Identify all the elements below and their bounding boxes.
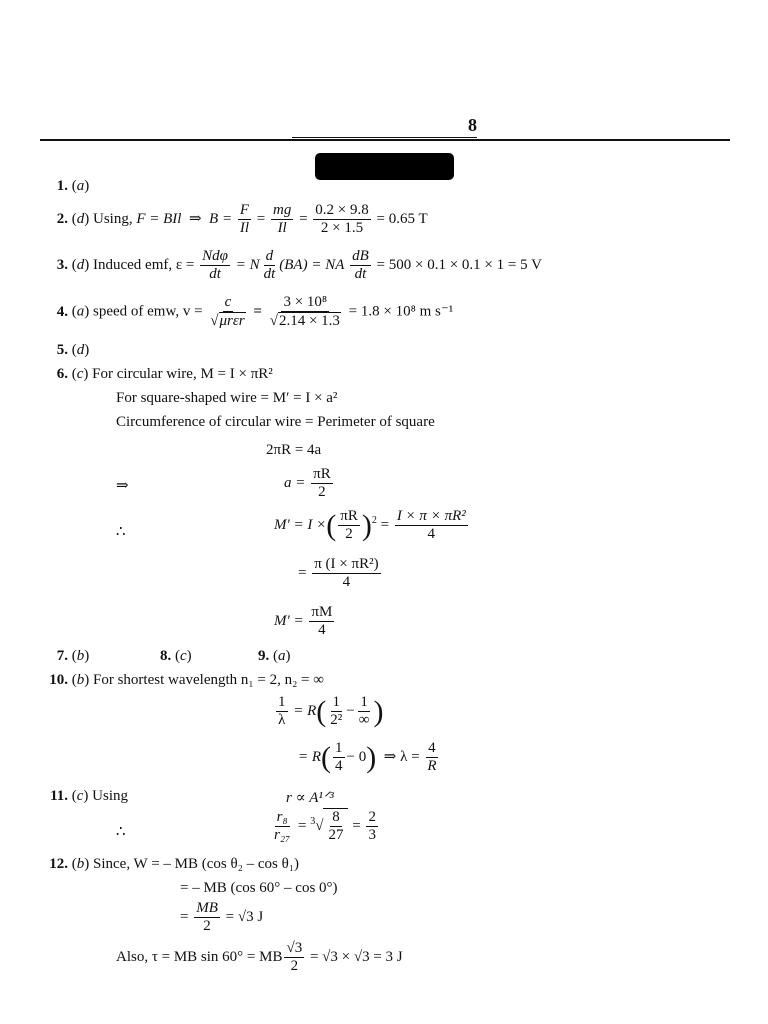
q6-line1: 6. (c) For circular wire, M = I × πR² [56,366,273,382]
q6-line2: For square-shaped wire = M′ = I × a² [116,390,338,406]
q5: 5. (d) [56,342,90,358]
header-rule [40,139,730,141]
q11-line1: 11. (c) Using [50,788,129,804]
q9: 9. (a) [258,648,291,664]
q6-eq5: M′ = $\frac{\pi M}{4}$ [274,604,333,639]
q12-line4: Also, τ = MB sin 60° = MB $\frac{√3}{2}$ = √3 × √3 = 3 J [116,940,403,975]
q6-eq3: M′ = I ×( $\frac{\pi R}{2}$ )$^2$ = $\frac{\text{I × π × πR²}}{4}$ [274,508,466,543]
q6-eq1: 2πR = 4a [266,442,322,458]
q7: 7. (b) [56,648,90,664]
q6-line3: Circumference of circular wire = Perimeter of square [116,414,435,430]
q6-implies: ⇒ [116,478,129,494]
q3: 3. (d) Induced emf, ε = $\frac{\text{Ndφ}}{dt}$ = N $\frac{d}{dt}$ (BA) = NA $\frac{dB}{dt}$ = 500 × 0.1 × 0.1 × 1 = 5 V [56,248,542,283]
q11-therefore: ∴ [116,824,126,840]
q12-line3: = $\frac{MB}{2}$ = √3 J [180,900,264,935]
q11-eq: $\frac{\text{r₈}}{\text{r₂₇}}$ = $^3$√ $\frac{8}{27}$ = $\frac{2}{3}$ [274,809,376,844]
q10-eq1: $\frac{1}{\lambda}$ = R( $\frac{1}{\text{2²}}$ − $\frac{1}{\infty}$ ) [278,694,384,729]
q12-line1: 12. (b) Since, W = – MB (cos θ₂ – cos θ₁) [49,856,300,872]
q6-eq2: a = $\frac{\pi R}{2}$ [284,466,331,501]
q11-relation: r ∝ A¹ᐟ³ [286,790,334,806]
page-number: 8 [292,115,477,138]
q12-line2: = – MB (cos 60° – cos 0°) [180,880,338,896]
q10-eq2: = R( $\frac{1}{4}$ − 0) ⇒ λ = $\frac{4}{R}$ [298,740,437,775]
q1: 1. (a) [56,178,90,194]
section-label-box [315,153,454,180]
q2: 2. (d) Using, F = BIl ⇒ B = $\frac{F}{Il}$ = $\frac{mg}{Il}$ = $\frac{0.2 \times 9.8}{2 \times 1.5}$ = 0.65 T [56,202,428,237]
q10-line1: 10. (b) For shortest wavelength n₁ = 2, n₂ = ∞ [49,672,324,688]
q8: 8. (c) [160,648,192,664]
q4: 4. (a) speed of emw, v = $\frac{c}{\text{√μrεr}}$ = $\frac{\text{3 × 10⁸}}{√2.14 \times 1.3}$ = 1.8 × 10⁸ m s⁻¹ [56,294,454,330]
q6-therefore: ∴ [116,524,126,540]
q6-eq4: = $\frac{\text{π (I × πR²)}}{4}$ [298,556,379,591]
